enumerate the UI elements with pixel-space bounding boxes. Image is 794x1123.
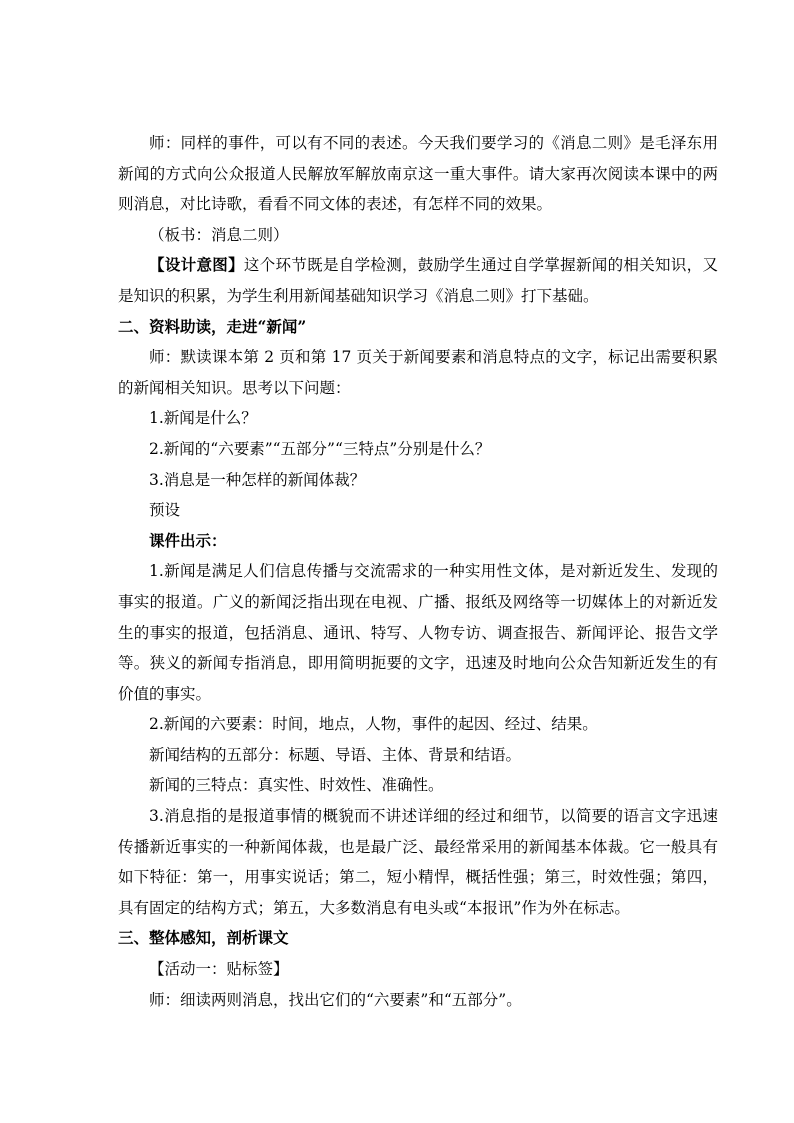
paragraph-teacher-intro: 师：同样的事件，可以有不同的表述。今天我们要学习的《消息二则》是毛泽东用新闻的方式向公众报道人民解放军解放南京这一重大事件。请大家再次阅读本课中的两则消息，对比诗歌，看看不同文体的表述，有怎样不同的效果。 bbox=[118, 134, 718, 214]
paragraph-slide-show: 课件出示： bbox=[149, 530, 227, 550]
question-1: 1.新闻是什么？ bbox=[149, 409, 257, 428]
paragraph-activity-1-task: 师：细读两则消息，找出它们的“六要素”和“五部分”。 bbox=[149, 990, 522, 1009]
activity-1-title: 【活动一：贴标签】 bbox=[149, 960, 289, 979]
answer-2-three-features: 新闻的三特点：真实性、时效性、准确性。 bbox=[149, 776, 444, 795]
section-heading-3: 三、整体感知，剖析课文 bbox=[118, 928, 289, 948]
design-intent-text: 这个环节既是自学检测，鼓励学生通过自学掌握新闻的相关知识，又是知识的积累，为学生利用新闻基础知识学习《消息二则》打下基础。 bbox=[118, 256, 718, 305]
answer-3: 3.消息指的是报道事情的概貌而不讲述详细的经过和细节，以简要的语言文字迅速传播新近事实的一种新闻体裁，也是最广泛、最经常采用的新闻基本体裁。它一般具有如下特征：第一，用事实说话；第二，短小精悍，概括性强；第三，时效性强；第四，具有固定的结构方式；第五，大多数消息有电头或“本报讯”作为外在标志。 bbox=[118, 807, 718, 917]
paragraph-reading-task: 师：默读课本第 2 页和第 17 页关于新闻要素和消息特点的文字，标记出需要积累的新闻相关知识。思考以下问题： bbox=[118, 348, 718, 397]
paragraph-preset: 预设 bbox=[149, 501, 181, 520]
question-2: 2.新闻的“六要素”“五部分”“三特点”分别是什么？ bbox=[149, 439, 491, 458]
design-intent-label: 【设计意图】 bbox=[149, 255, 244, 275]
answer-2-six-elements: 2.新闻的六要素：时间，地点，人物，事件的起因、经过、结果。 bbox=[149, 715, 598, 734]
answer-2-five-parts: 新闻结构的五部分：标题、导语、主体、背景和结语。 bbox=[149, 745, 522, 764]
section-heading-2: 二、资料助读，走进“新闻” bbox=[118, 316, 307, 336]
document-body bbox=[118, 128, 718, 1015]
answer-1: 1.新闻是满足人们信息传播与交流需求的一种实用性文体，是对新近发生、发现的事实的报道。广义的新闻泛指出现在电视、广播、报纸及网络等一切媒体上的对新近发生的事实的报道，包括消息、通讯、特写、人物专访、调查报告、新闻评论、报告文学等。狭义的新闻专指消息，即用简明扼要的文字，迅速及时地向公众告知新近发生的有价值的事实。 bbox=[118, 562, 718, 703]
paragraph-design-intent bbox=[118, 250, 718, 311]
paragraph-blackboard-note: （板书：消息二则） bbox=[149, 225, 289, 244]
question-3: 3.消息是一种怎样的新闻体裁？ bbox=[149, 470, 366, 489]
